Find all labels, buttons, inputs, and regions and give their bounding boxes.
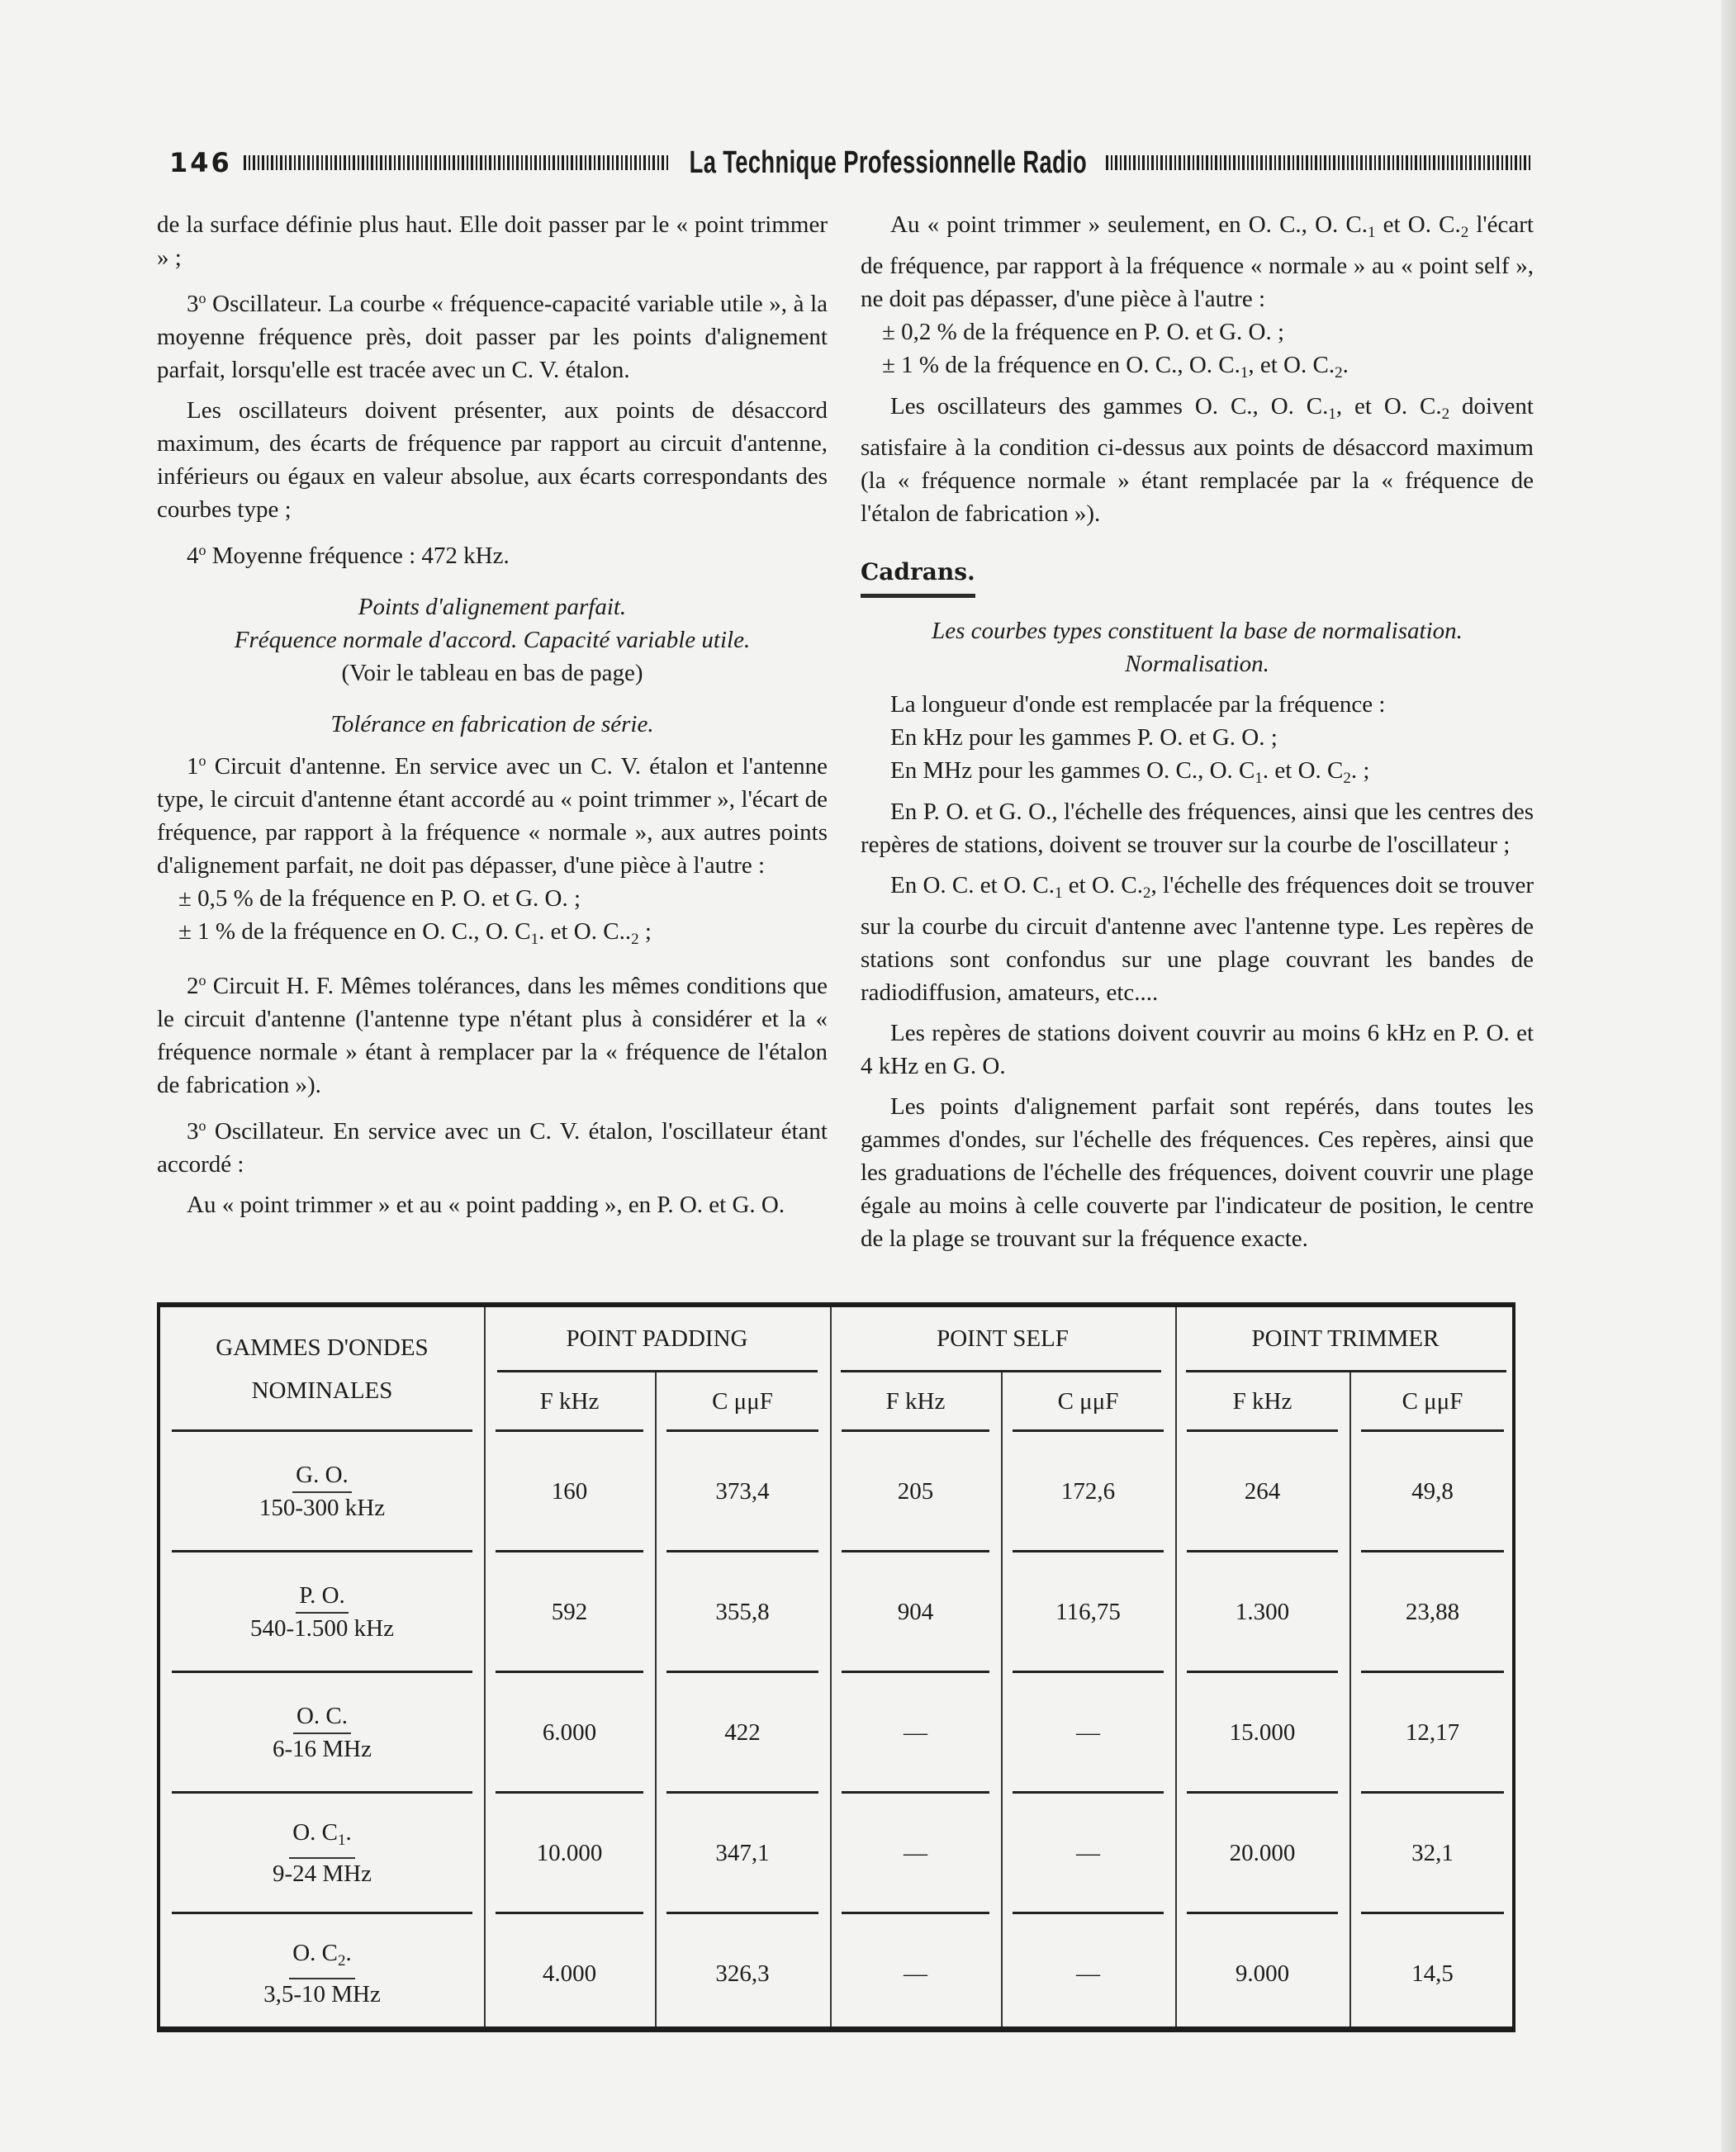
value-cell: 592 (551, 1598, 588, 1625)
table-reference: (Voir le tableau en bas de page) (341, 660, 643, 686)
value-cell: 9.000 (1235, 1960, 1290, 1987)
tolerance-line: ± 0,2 % de la fréquence en P. O. et G. O. ; (882, 319, 1285, 345)
paragraph: En P. O. et G. O., l'échelle des fréquences, ainsi que les centres des repères de stations, doivent se trouver sur la courbe de l'oscillateur ; (861, 799, 1534, 858)
paragraph: Au « point trimmer » et au « point padding », en P. O. et G. O. (187, 1192, 785, 1218)
value-cell: — (1076, 1960, 1100, 1987)
value-cell: 6.000 (542, 1718, 597, 1746)
value-cell: 14,5 (1411, 1960, 1454, 1987)
paragraph: Les oscillateurs doivent présenter, aux points de désaccord maximum, des écarts de fréquence par rapport au circuit d'antenne, inférieurs ou égaux en valeur absolue, aux écarts correspondants des courbes type ; (157, 397, 828, 523)
band-range: 6-16 MHz (272, 1736, 372, 1762)
value-cell: 10.000 (536, 1839, 603, 1866)
value-cell: 373,4 (715, 1477, 770, 1505)
subheader-f: F kHz (1232, 1387, 1293, 1415)
paragraph: Les repères de stations doivent couvrir au moins 6 kHz en P. O. et 4 kHz en G. O. (861, 1020, 1534, 1079)
band-range: 3,5-10 MHz (263, 1981, 381, 2007)
paragraph-circuit-hf: 2$^o$ Circuit H. F. Mêmes tolérances, dans les mêmes conditions que le circuit d'antenne (l'antenne type n'étant plus à considérer et la « fréquence normale » étant à remplacer par la « fréquence de l'étalon de fabrication »). (157, 972, 828, 1098)
value-cell: 904 (897, 1598, 934, 1625)
tolerance-line: ± 1 % de la fréquence en O. C., O. $C._1$, et O. $C._2$. (882, 352, 1349, 382)
band-name: O. C. (293, 1701, 351, 1734)
subheader-f: F kHz (885, 1387, 946, 1415)
band-cell (160, 1672, 484, 1793)
value-cell: 49,8 (1411, 1477, 1454, 1505)
decorative-rule-right (1106, 155, 1532, 170)
value-cell: 12,17 (1405, 1718, 1460, 1746)
band-cell (160, 1552, 484, 1672)
paragraph-oscillateur: 3$^o$ Oscillateur. La courbe « fréquence-capacité variable utile », à la moyenne fréquence près, doit passer par les points d'alignement parfait, lorsqu'elle est tracée avec un C. V. étalon. (157, 290, 828, 383)
decorative-rule-left (244, 155, 670, 170)
tolerance-line: ± 0,5 % de la fréquence en P. O. et G. O. ; (178, 885, 581, 912)
subheading: Les courbes types constituent la base de normalisation. (932, 618, 1463, 644)
value-cell: — (1076, 1718, 1100, 1746)
subheader-c: C μμF (1057, 1387, 1119, 1415)
band-cell (160, 1793, 484, 1913)
band-cell (160, 1431, 484, 1552)
value-cell: 23,88 (1405, 1598, 1460, 1625)
value-cell: 326,3 (715, 1960, 770, 1987)
page-number: 146 (169, 147, 232, 178)
paragraph-moyenne-frequence: 4$^o$ Moyenne fréquence : 472 kHz. (187, 542, 510, 569)
subheader-f: F kHz (539, 1387, 600, 1415)
group-header-padding: POINT PADDING (566, 1325, 748, 1352)
paragraph: Au « point trimmer » seulement, en O. C., O. $C._1$ et O. $C._2$ l'écart de fréquence, par rapport à la fréquence « normale » au « point self », ne doit pas dépasser, d'une pièce à l'autre : (861, 211, 1534, 312)
group-header-self: POINT SELF (937, 1325, 1069, 1352)
paragraph: En O. C. et O. $C._1$ et O. $C._2$, l'échelle des fréquences doit se trouver sur la courbe du circuit d'antenne avec l'antenne type. Les repères de stations sont confondus sur une plage couvrant les bandes de radiodiffusion, amateurs, etc.... (861, 872, 1534, 1006)
value-cell: 264 (1244, 1477, 1281, 1505)
section-heading-cadrans: Cadrans. (861, 556, 975, 598)
band-name: O. $C_1$. (289, 1818, 355, 1859)
band-name: P. O. (296, 1581, 349, 1614)
band-name: O. $C_2$. (289, 1938, 355, 1979)
paragraph-oscillateur-2: 3$^o$ Oscillateur. En service avec un C. V. étalon, l'oscillateur étant accordé : (157, 1117, 828, 1178)
value-cell: 347,1 (715, 1839, 770, 1866)
value-cell: 32,1 (1411, 1839, 1454, 1866)
left-column (157, 208, 828, 1229)
value-cell: — (904, 1718, 927, 1746)
subheading: Fréquence normale d'accord. Capacité variable utile. (234, 627, 751, 653)
value-cell: 355,8 (715, 1598, 770, 1625)
value-cell: 4.000 (542, 1960, 597, 1987)
value-cell: — (1076, 1839, 1100, 1866)
value-cell: 160 (551, 1477, 588, 1505)
value-cell: 116,75 (1055, 1598, 1121, 1625)
subheading: Normalisation. (1125, 651, 1269, 677)
paragraph: Les points d'alignement parfait sont repérés, dans toutes les gammes d'ondes, sur l'échelle des fréquences. Ces repères, ainsi que les graduations de l'échelle des fréquences, doivent couvrir une plage égale au moins à celle couverte par l'indicateur de position, le centre de la plage se trouvant sur la fréquence exacte. (861, 1093, 1534, 1252)
group-header-trimmer: POINT TRIMMER (1251, 1325, 1440, 1352)
value-cell: — (904, 1960, 927, 1987)
band-name: G. O. (292, 1460, 352, 1493)
subheader-c: C μμF (1402, 1387, 1463, 1415)
paragraph: de la surface définie plus haut. Elle doit passer par le « point trimmer » ; (157, 211, 828, 271)
subheader-c: C μμF (712, 1387, 773, 1415)
paragraph: La longueur d'onde est remplacée par la fréquence : (890, 691, 1386, 718)
running-header (169, 142, 1532, 183)
journal-title: La Technique Professionnelle Radio (689, 145, 1087, 180)
band-cell (160, 1913, 484, 2034)
subheading: Tolérance en fabrication de série. (330, 711, 654, 737)
value-cell: 20.000 (1229, 1839, 1296, 1866)
paragraph: En MHz pour les gammes O. C., O. $C_1$. et O. $C_2$. ; (890, 757, 1370, 787)
header-gammes: GAMMES D'ONDES NOMINALES (216, 1334, 429, 1404)
alignment-points-table (157, 1302, 1515, 2032)
right-column (861, 208, 1534, 1263)
paragraph: Les oscillateurs des gammes O. C., O. $C._1$, et O. $C._2$ doivent satisfaire à la condition ci-dessus aux points de désaccord maximum (la « fréquence normale » étant remplacée par la « fréquence de l'étalon de fabrication »). (861, 393, 1534, 527)
value-cell: 15.000 (1229, 1718, 1296, 1746)
tolerance-line: ± 1 % de la fréquence en O. C., O. $C_1$. et O. $C.._2$ ; (178, 918, 652, 948)
value-cell: 205 (897, 1477, 934, 1505)
subheading: Points d'alignement parfait. (358, 594, 627, 620)
band-range: 9-24 MHz (272, 1860, 372, 1887)
value-cell: — (904, 1839, 927, 1866)
value-cell: 172,6 (1060, 1477, 1116, 1505)
page-edge (1721, 0, 1736, 2152)
value-cell: 422 (724, 1718, 761, 1746)
value-cell: 1.300 (1235, 1598, 1290, 1625)
band-range: 540-1.500 kHz (250, 1615, 394, 1642)
paragraph: En kHz pour les gammes P. O. et G. O. ; (890, 724, 1278, 751)
band-range: 150-300 kHz (259, 1495, 386, 1521)
paragraph-circuit-antenne: 1$^o$ Circuit d'antenne. En service avec un C. V. étalon et l'antenne type, le circuit d'antenne étant accordé au « point trimmer », l'écart de fréquence, par rapport à la fréquence « normale », aux autres points d'alignement parfait, ne doit pas dépasser, d'une pièce à l'autre : (157, 752, 828, 879)
